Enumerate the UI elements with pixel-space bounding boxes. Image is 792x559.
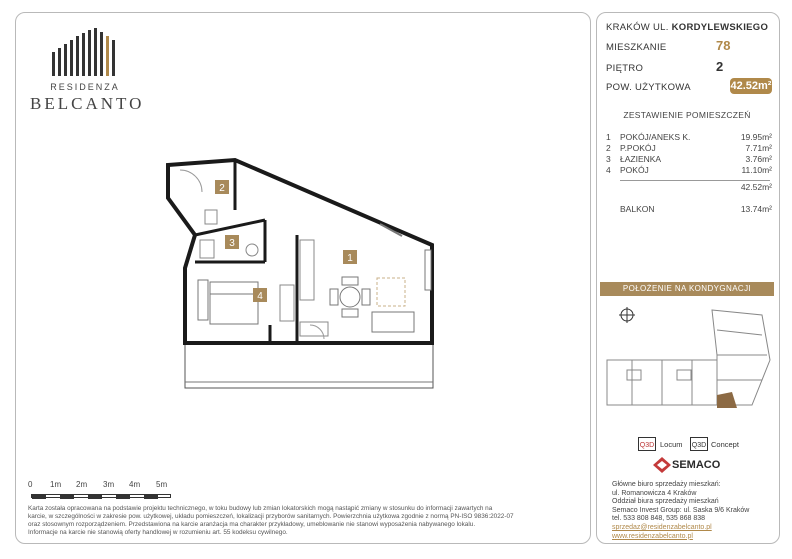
disclaimer-line: Informacje na karcie nie stanowią oferty handlowej w rozumieniu art. 55 kodeksu cywilnego. [28,529,288,537]
balcony-area: 13.74m² [740,204,772,214]
contact-line: Oddział biura sprzedaży mieszkań [612,498,719,506]
room-row [606,154,772,165]
logo-bars-icon [50,28,125,76]
rooms-separator [620,180,770,181]
scale-label: 1m [50,480,62,489]
room-row [606,143,772,154]
room-number: 2 [606,143,611,153]
floor-label: PIĘTRO [606,63,644,74]
concept-label: Concept [711,440,739,449]
contact-line: Główne biuro sprzedaży mieszkań: [612,481,721,488]
room-area: 7.71m² [745,143,772,153]
locum-logo-icon [638,437,656,451]
room-number: 4 [606,165,611,175]
address-prefix: KRAKÓW UL. [606,22,669,33]
room-name: ŁAZIENKA [620,154,662,164]
highlighted-apartment [717,392,737,408]
contact-email-link[interactable]: sprzedaz@residenzabelcanto.pl [612,523,712,531]
belcanto-logo [30,28,145,118]
area-badge: 42.52m² [730,80,772,92]
area-label: POW. UŻYTKOWA [606,82,691,93]
room-label-4: 4 [257,291,263,302]
balcony-area [185,343,433,388]
room-area: 19.95m² [740,132,772,142]
room-area: 11.10m² [741,165,772,175]
room-area: 3.76m² [745,154,772,164]
locum-label: Locum [660,440,683,449]
svg-text:Q3D: Q3D [691,442,707,449]
key-plan [602,300,774,420]
room-name: P.POKÓJ [620,143,656,153]
disclaimer-line: karcie, w szczególności w zakresie pow. użytkowej, układu pomieszczeń, lokalizacji przyborów sanitarnych. Powierzchnia użytkowa zgodnie z normą PN-ISO 9836:2022-07 [28,513,514,521]
room-row [606,165,772,176]
scale-ruler [31,494,171,498]
room-name: POKÓJ/ANEKS K. [620,132,691,142]
locum-brand [638,437,656,456]
contact-line: tel. 533 808 848, 535 868 838 [612,515,706,523]
svg-text:Q3D: Q3D [639,442,655,449]
rooms-total: 42.52m² [740,182,772,192]
semaco-logo-icon [653,457,671,473]
apartment-label: MIESZKANIE [606,42,667,53]
semaco-logo [653,457,671,478]
room-name: POKÓJ [620,165,649,175]
disclaimer [28,505,588,537]
floor-plan [140,150,440,400]
scale-label: 5m [156,480,168,489]
contact-line: ul. Romanowicza 4 Kraków [612,489,697,497]
room-label-2: 2 [219,183,225,194]
rooms-table [606,132,772,176]
floor-number: 2 [716,59,724,74]
floor-position-title: POŁOŻENIE NA KONDYGNACJI [600,282,774,296]
contact-line: Semaco Invest Group: ul. Saska 9/6 Kraków [612,506,750,514]
address [606,22,768,33]
contact-website-link[interactable]: www.residenzabelcanto.pl [612,532,693,540]
logo-subtitle: RESIDENZA [50,82,120,92]
scale-label: 2m [76,480,88,489]
concept-logo-icon [690,437,708,451]
room-number: 3 [606,154,611,164]
logo-name: BELCANTO [30,94,145,113]
room-row [606,132,772,143]
room-label-1: 1 [347,253,353,264]
rooms-title: ZESTAWIENIE POMIESZCZEŃ [623,110,751,120]
semaco-label: SEMACO [672,459,721,471]
room-number: 1 [606,132,611,142]
concept-brand [690,437,708,456]
disclaimer-line: Karta została opracowana na podstawie projektu technicznego, w toku budowy lub zmian lokatorskich mogą nastąpić zmiany w stosunku do informacji zawartych na [28,505,493,512]
scale-label: 4m [129,480,141,489]
apartment-number: 78 [716,38,731,53]
disclaimer-line: oraz stosownym rozporządzeniem. Przedstawiona na karcie aranżacja ma charakter przykładowy, umeblowanie nie stanowi wyposażenia nabywanego lokalu. [28,521,476,529]
contact-info [612,481,782,541]
scale-bar [28,480,178,505]
address-street: KORDYLEWSKIEGO [671,22,769,33]
scale-label: 0 [28,480,33,489]
room-label-3: 3 [229,238,235,249]
scale-label: 3m [103,480,115,489]
balcony-label: BALKON [620,204,655,214]
